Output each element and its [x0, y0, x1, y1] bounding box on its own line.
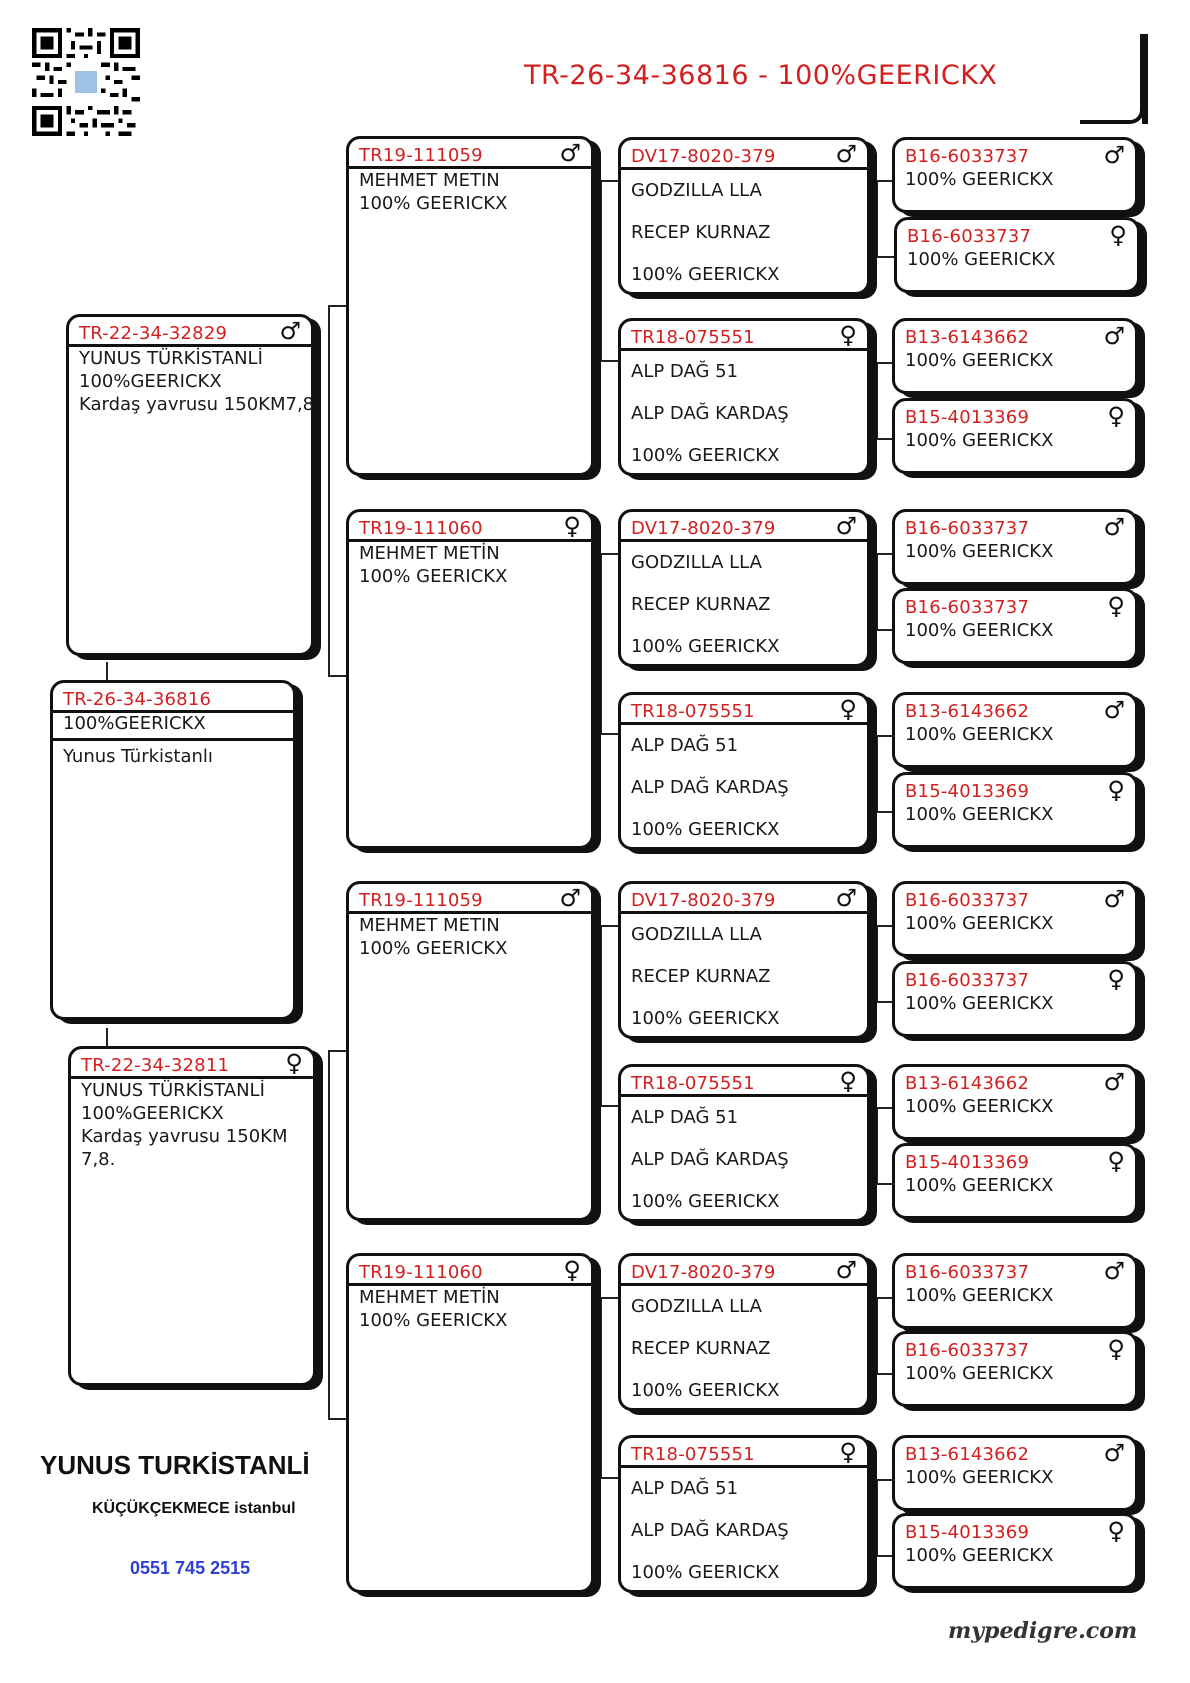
female-symbol-icon: ♀	[839, 695, 857, 723]
gen3-card[interactable]	[346, 509, 594, 849]
male-symbol-icon: ♂	[835, 140, 857, 168]
gen5-line: 100% GEERICKX	[905, 804, 1054, 825]
male-symbol-icon: ♂	[1103, 885, 1125, 913]
gen4-header	[621, 884, 867, 914]
gen5-ring: B16-6033737	[905, 1262, 1030, 1283]
female-symbol-icon: ♀	[1107, 1517, 1125, 1545]
gen4-line: 100% GEERICKX	[631, 636, 780, 657]
gen4-card[interactable]	[618, 509, 870, 667]
female-symbol-icon: ♀	[1107, 965, 1125, 993]
gen5-card[interactable]	[892, 772, 1138, 848]
gen5-card[interactable]	[892, 1064, 1138, 1140]
gen5-ring: B13-6143662	[905, 1073, 1030, 1094]
gen5-card[interactable]	[892, 318, 1138, 394]
gen4-line: RECEP KURNAZ	[631, 966, 771, 987]
sire-ring: TR-22-34-32829	[79, 323, 228, 344]
gen4-card[interactable]	[618, 1253, 870, 1411]
gen5-line: 100% GEERICKX	[905, 169, 1054, 190]
gen5-line: 100% GEERICKX	[907, 249, 1056, 270]
female-symbol-icon: ♀	[1107, 1335, 1125, 1363]
gen4-ring: TR18-075551	[631, 1444, 755, 1465]
gen4-line: GODZILLA LLA	[631, 1296, 762, 1317]
gen5-card[interactable]	[892, 692, 1138, 768]
gen3-line: 100% GEERICKX	[359, 1310, 508, 1331]
gen5-ring: B13-6143662	[905, 1444, 1030, 1465]
gen4-header	[621, 321, 867, 351]
gen4-line: 100% GEERICKX	[631, 445, 780, 466]
owner-name: YUNUS TURKİSTANLİ	[40, 1450, 310, 1480]
gen5-ring: B16-6033737	[905, 1340, 1030, 1361]
gen4-header	[621, 512, 867, 542]
subject-header	[53, 683, 293, 713]
gen5-line: 100% GEERICKX	[905, 993, 1054, 1014]
dam-card[interactable]	[68, 1046, 316, 1386]
owner-location: KÜÇÜKÇEKMECE istanbul	[92, 1500, 296, 1517]
gen4-line: ALP DAĞ 51	[631, 735, 739, 756]
gen3-line: MEHMET METİN	[359, 543, 500, 564]
gen3-line: 100% GEERICKX	[359, 193, 508, 214]
connector-g3-1	[600, 553, 620, 735]
male-symbol-icon: ♂	[835, 512, 857, 540]
gen4-line: RECEP KURNAZ	[631, 1338, 771, 1359]
gen5-line: 100% GEERICKX	[905, 1096, 1054, 1117]
gen5-ring: B15-4013369	[905, 407, 1030, 428]
connector-dam-parents	[328, 1050, 348, 1420]
gen3-ring: TR19-111059	[359, 145, 483, 166]
gen4-line: 100% GEERICKX	[631, 264, 780, 285]
gen5-ring: B16-6033737	[905, 970, 1030, 991]
subject-ring: TR-26-34-36816	[63, 689, 212, 710]
gen3-card[interactable]	[346, 881, 594, 1221]
gen5-line: 100% GEERICKX	[905, 350, 1054, 371]
sire-line: 100%GEERICKX	[79, 371, 222, 392]
female-symbol-icon: ♀	[1107, 1147, 1125, 1175]
gen5-ring: B16-6033737	[905, 518, 1030, 539]
male-symbol-icon: ♂	[1103, 322, 1125, 350]
female-symbol-icon: ♀	[1107, 592, 1125, 620]
gen4-line: 100% GEERICKX	[631, 819, 780, 840]
male-symbol-icon: ♂	[1103, 1068, 1125, 1096]
gen3-card[interactable]	[346, 136, 594, 476]
gen5-line: 100% GEERICKX	[905, 620, 1054, 641]
gen4-line: 100% GEERICKX	[631, 1562, 780, 1583]
gen3-header	[349, 1256, 591, 1286]
gen5-card[interactable]	[892, 881, 1138, 957]
dam-ring: TR-22-34-32811	[81, 1055, 230, 1076]
gen3-header	[349, 139, 591, 169]
gen5-card[interactable]	[892, 1513, 1138, 1589]
gen4-header	[621, 1067, 867, 1097]
gen4-ring: DV17-8020-379	[631, 890, 776, 911]
gen3-ring: TR19-111060	[359, 518, 483, 539]
dam-header	[71, 1049, 313, 1079]
gen4-header	[621, 1256, 867, 1286]
gen5-card[interactable]	[892, 137, 1138, 213]
gen4-line: RECEP KURNAZ	[631, 594, 771, 615]
gen4-header	[621, 695, 867, 725]
male-symbol-icon: ♂	[559, 884, 581, 912]
gen5-card[interactable]	[894, 217, 1140, 293]
connector-subject-dam	[106, 1028, 108, 1048]
female-symbol-icon: ♀	[839, 1067, 857, 1095]
female-symbol-icon: ♀	[1109, 221, 1127, 249]
gen4-ring: DV17-8020-379	[631, 518, 776, 539]
subject-owner: Yunus Türkistanlı	[63, 746, 213, 767]
gen3-card[interactable]	[346, 1253, 594, 1593]
gen4-card[interactable]	[618, 1435, 870, 1593]
gen5-ring: B16-6033737	[905, 597, 1030, 618]
gen4-card[interactable]	[618, 692, 870, 850]
gen4-card[interactable]	[618, 137, 870, 295]
gen5-line: 100% GEERICKX	[905, 1175, 1054, 1196]
gen5-ring: B16-6033737	[905, 146, 1030, 167]
owner-phone[interactable]: 0551 745 2515	[130, 1558, 251, 1578]
female-symbol-icon: ♀	[839, 321, 857, 349]
gen5-line: 100% GEERICKX	[905, 724, 1054, 745]
gen5-line: 100% GEERICKX	[905, 1285, 1054, 1306]
subject-strain-row	[53, 713, 293, 741]
male-symbol-icon: ♂	[835, 884, 857, 912]
female-symbol-icon: ♀	[563, 1256, 581, 1284]
gen4-card[interactable]	[618, 318, 870, 476]
gen4-line: GODZILLA LLA	[631, 552, 762, 573]
gen5-line: 100% GEERICKX	[905, 1545, 1054, 1566]
connector-g3-2	[600, 925, 620, 1107]
gen5-line: 100% GEERICKX	[905, 541, 1054, 562]
watermark: mypedigre.com	[948, 1618, 1138, 1644]
gen5-ring: B16-6033737	[907, 226, 1032, 247]
gen4-ring: TR18-075551	[631, 327, 755, 348]
female-symbol-icon: ♀	[285, 1049, 303, 1077]
gen5-line: 100% GEERICKX	[905, 1363, 1054, 1384]
gen4-line: ALP DAĞ KARDAŞ	[631, 1149, 789, 1170]
gen5-ring: B15-4013369	[905, 1152, 1030, 1173]
dam-line: Kardaş yavrusu 150KM	[81, 1126, 288, 1147]
gen4-header	[621, 1438, 867, 1468]
gen4-line: ALP DAĞ 51	[631, 1107, 739, 1128]
title-frame	[1080, 34, 1144, 124]
sire-header	[69, 317, 311, 347]
gen3-ring: TR19-111060	[359, 1262, 483, 1283]
male-symbol-icon: ♂	[1103, 141, 1125, 169]
dam-line: 100%GEERICKX	[81, 1103, 224, 1124]
gen3-ring: TR19-111059	[359, 890, 483, 911]
pedigree-title: TR-26-34-36816 - 100%GEERICKX	[524, 60, 998, 91]
male-symbol-icon: ♂	[1103, 1257, 1125, 1285]
connector-sire-subject	[106, 662, 108, 682]
gen4-line: 100% GEERICKX	[631, 1380, 780, 1401]
gen4-header	[621, 140, 867, 170]
sire-line: Kardaş yavrusu 150KM7,8.	[79, 394, 320, 415]
sire-card[interactable]	[66, 314, 320, 656]
subject-card[interactable]	[50, 680, 296, 1020]
gen4-line: GODZILLA LLA	[631, 924, 762, 945]
connector-g3-0	[600, 180, 620, 362]
gen5-card[interactable]	[892, 1253, 1138, 1329]
gen5-card[interactable]	[892, 1435, 1138, 1511]
qr-code-icon	[32, 28, 140, 136]
male-symbol-icon: ♂	[1103, 513, 1125, 541]
female-symbol-icon: ♀	[1107, 776, 1125, 804]
female-symbol-icon: ♀	[1107, 402, 1125, 430]
subject-strain: 100%GEERICKX	[63, 713, 206, 734]
connector-g3-3	[600, 1297, 620, 1479]
gen4-line: 100% GEERICKX	[631, 1191, 780, 1212]
gen4-line: 100% GEERICKX	[631, 1008, 780, 1029]
gen5-card[interactable]	[892, 588, 1138, 664]
gen3-line: 100% GEERICKX	[359, 938, 508, 959]
male-symbol-icon: ♂	[279, 317, 301, 345]
gen4-card[interactable]	[618, 881, 870, 1039]
gen4-line: RECEP KURNAZ	[631, 222, 771, 243]
gen3-line: MEHMET METİN	[359, 1287, 500, 1308]
gen3-line: 100% GEERICKX	[359, 566, 508, 587]
gen4-line: ALP DAĞ KARDAŞ	[631, 1520, 789, 1541]
gen5-card[interactable]	[892, 961, 1138, 1037]
male-symbol-icon: ♂	[835, 1256, 857, 1284]
gen5-ring: B13-6143662	[905, 327, 1030, 348]
dam-line: YUNUS TÜRKİSTANLİ	[81, 1080, 265, 1101]
sire-line: YUNUS TÜRKİSTANLİ	[79, 348, 263, 369]
gen5-line: 100% GEERICKX	[905, 430, 1054, 451]
gen4-line: ALP DAĞ KARDAŞ	[631, 777, 789, 798]
dam-line: 7,8.	[81, 1149, 116, 1170]
female-symbol-icon: ♀	[563, 512, 581, 540]
gen4-line: ALP DAĞ KARDAŞ	[631, 403, 789, 424]
gen5-ring: B15-4013369	[905, 781, 1030, 802]
gen3-header	[349, 512, 591, 542]
gen3-line: MEHMET METIN	[359, 915, 500, 936]
male-symbol-icon: ♂	[1103, 1439, 1125, 1467]
gen4-ring: DV17-8020-379	[631, 146, 776, 167]
gen5-ring: B16-6033737	[905, 890, 1030, 911]
gen4-line: GODZILLA LLA	[631, 180, 762, 201]
gen5-card[interactable]	[892, 1331, 1138, 1407]
gen5-ring: B15-4013369	[905, 1522, 1030, 1543]
gen4-ring: TR18-075551	[631, 701, 755, 722]
gen5-card[interactable]	[892, 1143, 1138, 1219]
connector-sire-parents	[328, 305, 348, 677]
male-symbol-icon: ♂	[1103, 696, 1125, 724]
gen5-line: 100% GEERICKX	[905, 1467, 1054, 1488]
gen4-ring: TR18-075551	[631, 1073, 755, 1094]
gen5-card[interactable]	[892, 398, 1138, 474]
gen5-ring: B13-6143662	[905, 701, 1030, 722]
gen4-line: ALP DAĞ 51	[631, 1478, 739, 1499]
gen3-line: MEHMET METIN	[359, 170, 500, 191]
gen4-card[interactable]	[618, 1064, 870, 1222]
gen5-line: 100% GEERICKX	[905, 913, 1054, 934]
female-symbol-icon: ♀	[839, 1438, 857, 1466]
gen4-line: ALP DAĞ 51	[631, 361, 739, 382]
gen4-ring: DV17-8020-379	[631, 1262, 776, 1283]
gen5-card[interactable]	[892, 509, 1138, 585]
gen3-header	[349, 884, 591, 914]
male-symbol-icon: ♂	[559, 139, 581, 167]
